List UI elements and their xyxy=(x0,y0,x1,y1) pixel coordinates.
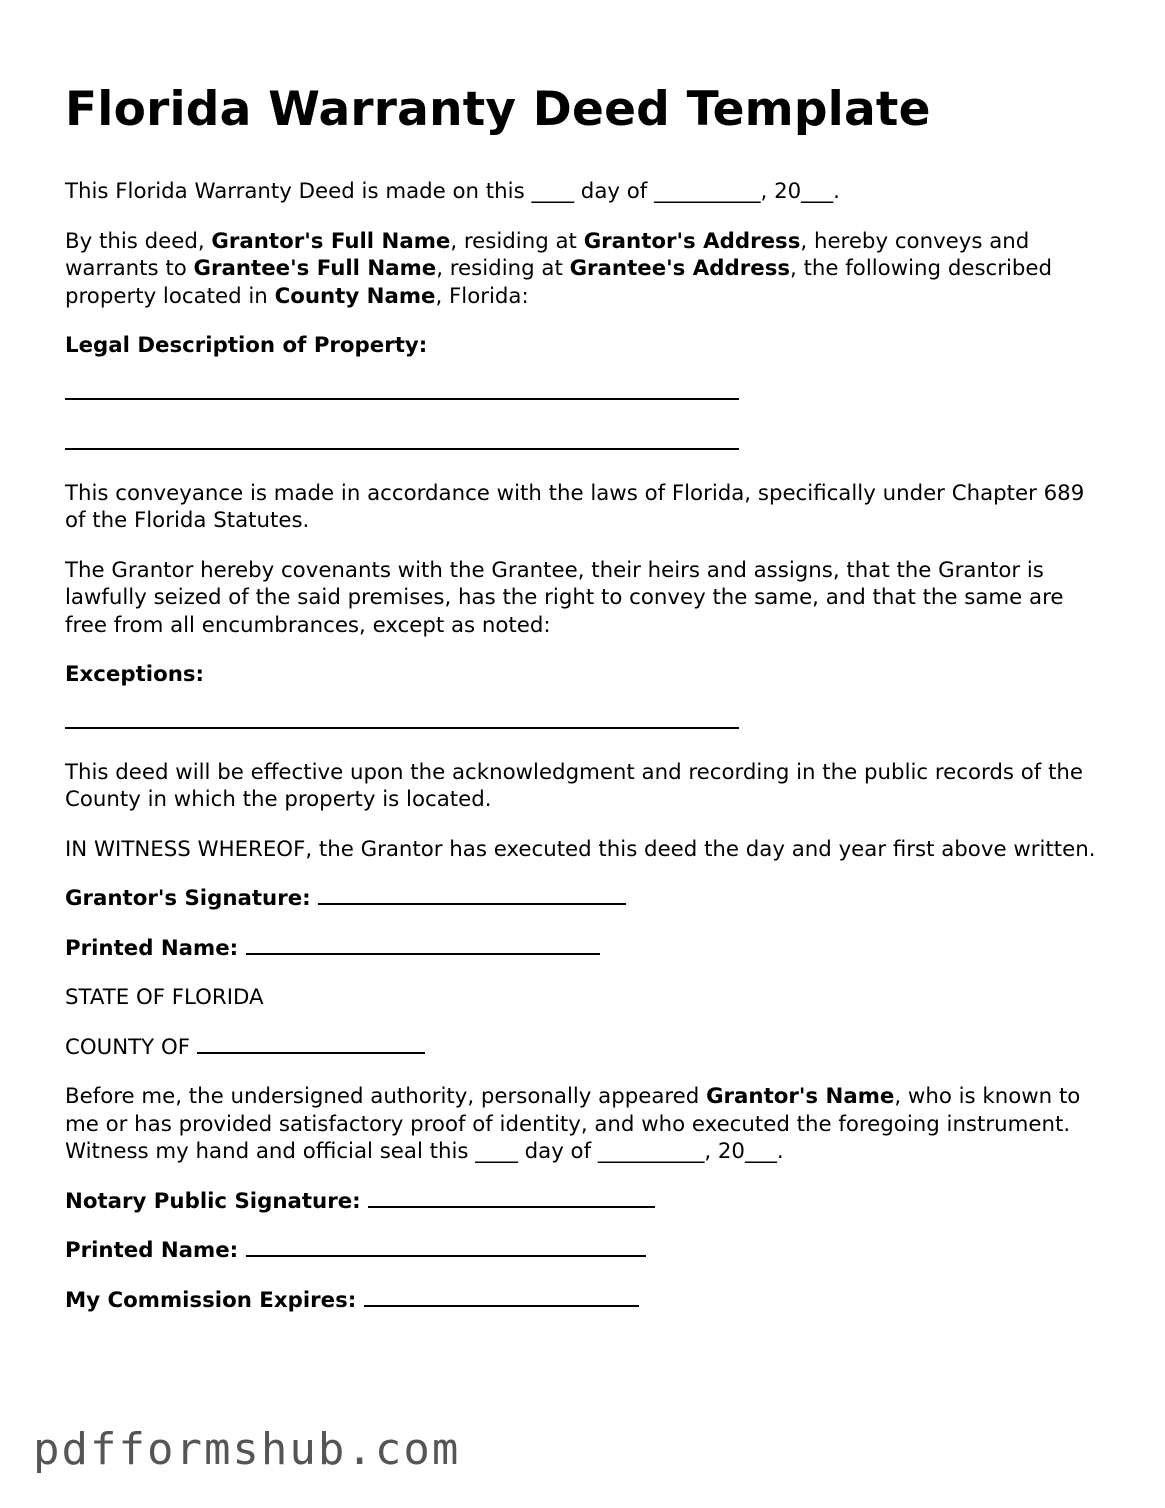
covenant-paragraph: The Grantor hereby covenants with the Grantee, their heirs and assigns, that the Grantor is lawfully seized of the said premises, has the right to convey the same, and that the same are free from all encumbrances, except as noted: xyxy=(65,557,1064,638)
watermark: pdfformshub.com xyxy=(33,1424,461,1475)
notary-printed-name-row xyxy=(65,1237,1110,1265)
laws-paragraph: This conveyance is made in accordance with the laws of Florida, specifically under Chapter 689 of the Florida Statutes. xyxy=(65,480,1085,533)
exceptions-label: Exceptions: xyxy=(65,662,205,687)
commission-label: My Commission Expires: xyxy=(65,1287,357,1313)
grantor-signature-row xyxy=(65,885,1110,913)
state-line: STATE OF FLORIDA xyxy=(65,985,264,1010)
grantor-printed-name-label: Printed Name: xyxy=(65,935,239,961)
grantor-signature-label: Grantor's Signature: xyxy=(65,886,311,911)
legal-description-line-1[interactable] xyxy=(65,360,1110,400)
notary-grantor-name-placeholder: Grantor's Name xyxy=(706,1084,895,1109)
notary-signature-label: Notary Public Signature: xyxy=(65,1188,361,1214)
county-label: COUNTY OF xyxy=(65,1034,190,1060)
notary-printed-name-field[interactable] xyxy=(246,1237,646,1257)
grantor-printed-name-row xyxy=(65,935,1110,963)
witness-paragraph: IN WITNESS WHEREOF, the Grantor has executed this deed the day and year first above written. xyxy=(65,836,1096,862)
county-name-placeholder: County Name xyxy=(274,283,436,309)
notary-signature-field[interactable] xyxy=(368,1188,655,1208)
intro-paragraph: This Florida Warranty Deed is made on this ____ day of __________, 20___. xyxy=(65,179,840,204)
page-title: Florida Warranty Deed Template xyxy=(65,82,931,137)
document-page xyxy=(65,78,1110,1336)
grantee-address-placeholder: Grantee's Address xyxy=(569,256,791,281)
grantor-address-placeholder: Grantor's Address xyxy=(583,228,801,254)
grantor-printed-name-field[interactable] xyxy=(246,935,600,955)
grantor-signature-field[interactable] xyxy=(318,885,626,905)
notary-signature-row xyxy=(65,1188,1110,1216)
legal-description-line-2[interactable] xyxy=(65,400,1110,450)
effective-paragraph: This deed will be effective upon the acknowledgment and recording in the public records of the County in which the property is located. xyxy=(65,759,1084,812)
county-field[interactable] xyxy=(197,1034,425,1054)
grantor-name-placeholder: Grantor's Full Name xyxy=(211,228,451,254)
notary-paragraph: Before me, the undersigned authority, personally appeared Grantor's Name, who is known to me or has provided satisfactory proof of identity, and who executed the foregoing instrument. Witness my hand and official seal this ____ day of __________, 20___. xyxy=(65,1084,1081,1164)
commission-field[interactable] xyxy=(364,1287,639,1307)
conveyance-paragraph: By this deed, Grantor's Full Name, residing at Grantor's Address, hereby conveys and warrants to Grantee's Full Name, residing at Grantee's Address, the following described property located in County Name, Florida: xyxy=(65,228,1053,309)
grantee-name-placeholder: Grantee's Full Name xyxy=(193,256,437,281)
county-row xyxy=(65,1034,1110,1062)
legal-description-label: Legal Description of Property: xyxy=(65,333,428,358)
commission-row xyxy=(65,1287,1110,1315)
exceptions-line[interactable] xyxy=(65,689,1110,729)
notary-printed-name-label: Printed Name: xyxy=(65,1238,239,1263)
